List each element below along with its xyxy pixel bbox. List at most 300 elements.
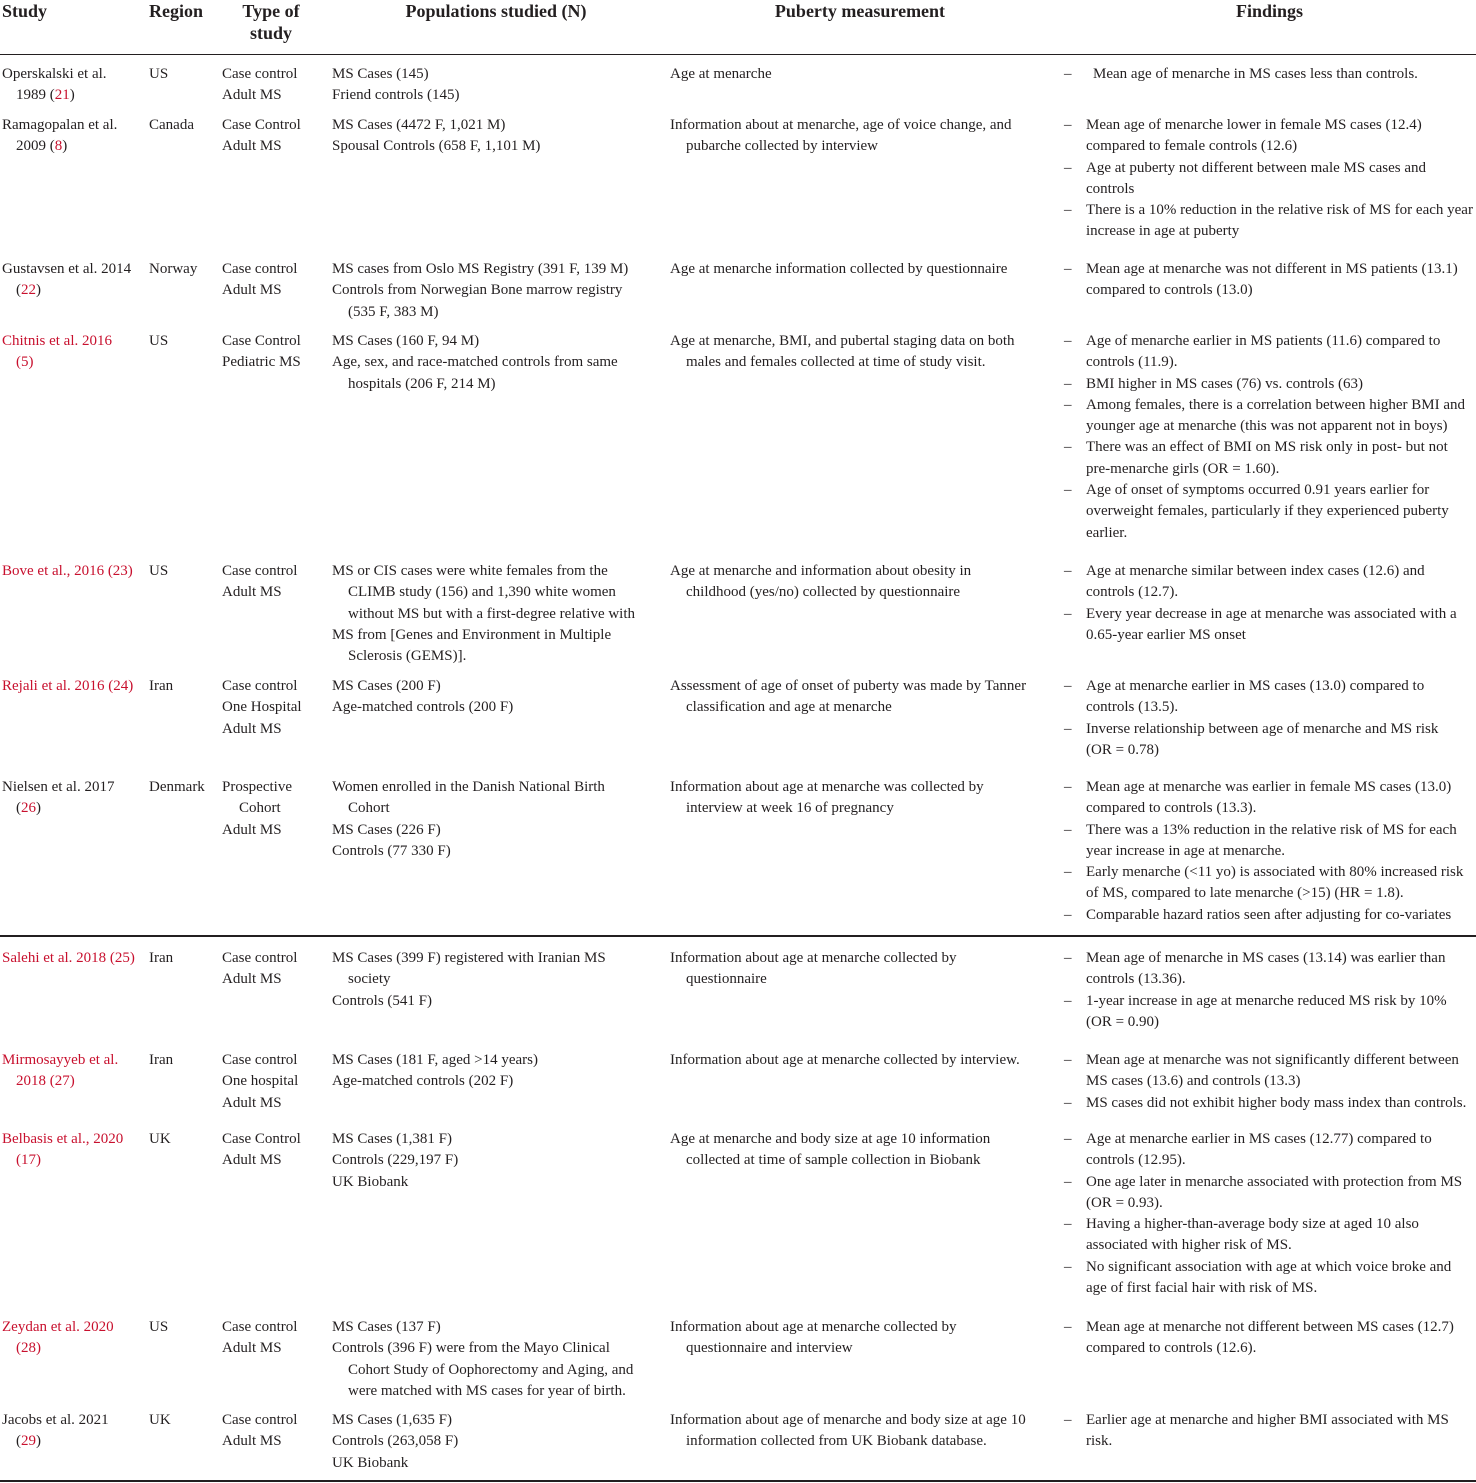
header-populations: Populations studied (N) (405, 1, 587, 21)
finding-line: Age at menarche earlier in MS cases (13.0) compared to (1086, 678, 1425, 694)
puberty-line: Age at menarche and information about obesity in (670, 563, 972, 579)
bullet-dash: – (1064, 992, 1072, 1009)
study-type-cell (222, 1317, 330, 1360)
study-name-line[interactable]: Rejali et al. 2016 (24) (2, 678, 134, 694)
region-cell: Iran (149, 950, 174, 966)
bullet-dash: – (1064, 950, 1072, 966)
finding-line: Age of menarche earlier in MS patients (11.6) compared to (1086, 333, 1441, 349)
population-line: Controls (541 F) (332, 992, 433, 1009)
study-type-line: Case control (222, 66, 298, 82)
findings-cell (1063, 1317, 1476, 1360)
study-cell[interactable] (2, 1129, 147, 1172)
study-type-cell (222, 777, 330, 841)
bullet-dash: – (1064, 159, 1072, 176)
study-type-line: Adult MS (222, 720, 282, 737)
finding-line: There was an effect of BMI on MS risk only in post- but not (1086, 439, 1448, 456)
bullet-dash: – (1064, 1319, 1072, 1335)
population-line: Sclerosis (GEMS)]. (348, 648, 467, 665)
finding-item (1063, 331, 1476, 374)
region-cell: US (149, 563, 169, 579)
population-line: MS from [Genes and Environment in Multiple (332, 626, 612, 643)
study-cell (2, 115, 147, 158)
study-type-line: Case control (222, 1412, 298, 1428)
study-name-line: 2009 (8) (16, 138, 68, 155)
citation-link[interactable]: 26 (21, 800, 36, 817)
finding-line: earlier. (1086, 524, 1128, 541)
study-type-line: Case Control (222, 333, 301, 349)
bullet-dash: – (1064, 605, 1072, 622)
region-cell: UK (149, 1412, 171, 1428)
bullet-dash: – (1064, 261, 1072, 277)
puberty-line: pubarche collected by interview (686, 138, 878, 155)
findings-cell (1063, 1050, 1476, 1114)
bullet-dash: – (1064, 482, 1072, 499)
finding-item (1063, 437, 1476, 480)
study-type-line: Case control (222, 950, 298, 966)
study-cell (2, 259, 147, 302)
study-type-cell (222, 948, 330, 991)
findings-cell (1063, 561, 1476, 646)
header-rule (0, 54, 1476, 55)
puberty-line: questionnaire (686, 971, 767, 988)
population-line: Controls (263,058 F) (332, 1433, 459, 1450)
study-type-line: Adult MS (222, 971, 282, 988)
finding-line: Age of onset of symptoms occurred 0.91 years earlier for (1086, 482, 1430, 499)
puberty-line: Information about age at menarche collected by (670, 1319, 957, 1335)
puberty-line: Age at menarche information collected by questionnaire (670, 261, 1008, 277)
region-cell: Denmark (149, 779, 205, 795)
bullet-dash: – (1064, 1173, 1072, 1190)
findings-cell (1063, 1129, 1476, 1299)
study-cell (2, 64, 147, 107)
study-name-line[interactable]: Belbasis et al., 2020 (2, 1131, 124, 1147)
populations-cell (332, 115, 667, 158)
bullet-dash: – (1064, 439, 1072, 456)
study-type-cell (222, 1410, 330, 1453)
bullet-dash: – (1064, 779, 1072, 795)
finding-line: younger age at menarche (this was not apparent not in boys) (1086, 418, 1448, 435)
study-name-line[interactable]: Salehi et al. 2018 (25) (2, 950, 135, 966)
finding-item (1063, 1172, 1476, 1215)
study-name-line: Operskalski et al. (2, 66, 107, 82)
puberty-line: Information about age at menarche was collected by (670, 779, 984, 795)
study-name-line: (22) (16, 282, 41, 299)
study-name-line[interactable]: 2018 (27) (16, 1073, 75, 1090)
region-cell: UK (149, 1131, 171, 1147)
population-line: MS Cases (4472 F, 1,021 M) (332, 117, 506, 133)
finding-line: Mean age of menarche in MS cases (13.14) was earlier than (1086, 950, 1446, 966)
population-line: MS Cases (1,635 F) (332, 1412, 453, 1428)
finding-line: controls (12.7). (1086, 584, 1179, 601)
puberty-line: questionnaire and interview (686, 1340, 853, 1357)
finding-item (1063, 561, 1476, 604)
population-line: society (348, 971, 391, 988)
finding-item (1063, 158, 1476, 201)
bullet-dash: – (1064, 117, 1072, 133)
finding-line: MS cases did not exhibit higher body mass index than controls. (1086, 1094, 1467, 1111)
study-cell[interactable] (2, 331, 147, 374)
bullet-dash: – (1064, 1094, 1072, 1111)
finding-line: 1-year increase in age at menarche reduced MS risk by 10% (1086, 992, 1447, 1009)
finding-line: Mean age at menarche was not significantly different between (1086, 1052, 1459, 1068)
puberty-measurement-cell (670, 777, 1060, 820)
findings-cell (1063, 259, 1476, 302)
finding-item (1063, 604, 1476, 647)
study-name-line: Gustavsen et al. 2014 (2, 261, 132, 277)
puberty-measurement-cell (670, 676, 1060, 719)
population-line: Women enrolled in the Danish National Birth (332, 779, 605, 795)
puberty-measurement-cell (670, 561, 1060, 604)
bullet-dash: – (1064, 66, 1072, 82)
population-line: were matched with MS cases for year of birth. (348, 1382, 626, 1399)
study-name-line[interactable]: (17) (16, 1152, 41, 1169)
population-line: Controls (396 F) were from the Mayo Clinical (332, 1340, 610, 1357)
study-type-line: Case control (222, 1319, 298, 1335)
finding-line: One age later in menarche associated with protection from MS (1086, 1173, 1463, 1190)
finding-item (1063, 991, 1476, 1034)
citation-link[interactable]: 29 (21, 1433, 36, 1450)
populations-cell (332, 676, 667, 719)
finding-line: Every year decrease in age at menarche was associated with a (1086, 605, 1457, 622)
region-cell: Iran (149, 678, 174, 694)
study-cell[interactable] (2, 676, 147, 697)
puberty-line: collected at time of sample collection in Biobank (686, 1152, 981, 1169)
finding-item (1063, 905, 1476, 926)
puberty-measurement-cell (670, 64, 1060, 85)
finding-line: Inverse relationship between age of menarche and MS risk (1086, 720, 1439, 737)
puberty-measurement-cell (670, 1129, 1060, 1172)
findings-cell (1063, 676, 1476, 761)
finding-line: associated with higher risk of MS. (1086, 1237, 1292, 1254)
bullet-dash: – (1064, 1412, 1072, 1428)
population-line: MS cases from Oslo MS Registry (391 F, 139 M) (332, 261, 629, 277)
study-type-cell (222, 64, 330, 107)
population-line: MS Cases (145) (332, 66, 429, 82)
study-type-line: Adult MS (222, 1094, 282, 1111)
bullet-dash: – (1064, 396, 1072, 413)
population-line: CLIMB study (156) and 1,390 white women (348, 584, 616, 601)
header-type-text: Type of study (242, 1, 300, 43)
study-name-line[interactable]: Mirmosayyeb et al. (2, 1052, 119, 1068)
finding-line: (OR = 0.93). (1086, 1194, 1163, 1211)
study-type-line: Case Control (222, 117, 301, 133)
finding-line: Mean age at menarche not different between MS cases (12.7) (1086, 1319, 1454, 1335)
study-type-line: Case control (222, 563, 298, 579)
finding-line: of MS, compared to late menarche (>15) (HR = 1.8). (1086, 885, 1404, 902)
region-cell: US (149, 333, 169, 349)
study-type-line: Adult MS (222, 138, 282, 155)
populations-cell (332, 1050, 667, 1093)
population-line: Spousal Controls (658 F, 1,101 M) (332, 138, 541, 155)
bullet-dash: – (1064, 906, 1072, 923)
populations-cell (332, 64, 667, 107)
puberty-line: males and females collected at time of study visit. (686, 354, 986, 371)
puberty-measurement-cell (670, 331, 1060, 374)
population-line: hospitals (206 F, 214 M) (348, 375, 496, 392)
finding-line: risk. (1086, 1433, 1113, 1450)
finding-line: Age at menarche earlier in MS cases (12.77) compared to (1086, 1131, 1432, 1147)
finding-line: pre-menarche girls (OR = 1.60). (1086, 460, 1280, 477)
population-line: Friend controls (145) (332, 87, 460, 104)
puberty-measurement-cell (670, 1317, 1060, 1360)
study-type-line: Prospective (222, 779, 292, 795)
study-type-cell (222, 561, 330, 604)
study-name-line: Ramagopalan et al. (2, 117, 118, 133)
finding-line: 0.65-year earlier MS onset (1086, 626, 1246, 643)
finding-line: controls (13.5). (1086, 699, 1179, 716)
citation-link[interactable]: 8 (54, 138, 63, 155)
header-puberty: Puberty measurement (774, 1, 946, 21)
bullet-dash: – (1064, 678, 1072, 694)
finding-item (1063, 1050, 1476, 1093)
finding-line: overweight females, particularly if they experienced puberty (1086, 503, 1449, 520)
puberty-line: Age at menarche, BMI, and pubertal staging data on both (670, 333, 1015, 349)
finding-line: BMI higher in MS cases (76) vs. controls (63) (1086, 375, 1364, 392)
finding-item (1063, 676, 1476, 719)
study-type-cell (222, 1129, 330, 1172)
population-line: Age, sex, and race-matched controls from same (332, 354, 618, 371)
puberty-measurement-cell (670, 259, 1060, 280)
population-line: Age-matched controls (200 F) (332, 699, 514, 716)
populations-cell (332, 259, 667, 323)
finding-item (1063, 1129, 1476, 1172)
study-type-line: Case control (222, 261, 298, 277)
finding-line: year increase in age at menarche. (1086, 842, 1286, 859)
population-line: UK Biobank (332, 1454, 409, 1471)
study-type-line: Adult MS (222, 1340, 282, 1357)
puberty-line: childhood (yes/no) collected by questionnaire (686, 584, 961, 601)
finding-line: increase in age at puberty (1086, 223, 1240, 240)
bullet-dash: – (1064, 202, 1072, 219)
citation-link[interactable]: 22 (21, 282, 36, 299)
study-cell[interactable] (2, 561, 147, 582)
bullet-dash: – (1064, 1052, 1072, 1068)
finding-item (1063, 374, 1476, 395)
finding-item (1063, 480, 1476, 544)
puberty-line: classification and age at menarche (686, 699, 892, 716)
findings-cell (1063, 115, 1476, 243)
finding-line: compared to controls (13.0) (1086, 282, 1253, 299)
populations-cell (332, 561, 667, 667)
puberty-line: Age at menarche (670, 66, 772, 82)
finding-line: (OR = 0.90) (1086, 1013, 1160, 1030)
finding-item (1063, 200, 1476, 243)
finding-line: Having a higher-than-average body size at aged 10 also (1086, 1216, 1419, 1233)
puberty-measurement-cell (670, 948, 1060, 991)
bullet-dash: – (1064, 1216, 1072, 1233)
region-cell: Canada (149, 117, 194, 133)
study-type-line: Adult MS (222, 1152, 282, 1169)
finding-item (1063, 820, 1476, 863)
finding-line: compared to controls (12.6). (1086, 1340, 1257, 1357)
study-type-cell (222, 676, 330, 740)
region-cell: US (149, 66, 169, 82)
finding-line: Mean age at menarche was not different in MS patients (13.1) (1086, 261, 1458, 277)
puberty-line: interview at week 16 of pregnancy (686, 800, 894, 817)
bottom-rule (0, 1480, 1476, 1482)
study-type-line: Cohort (239, 800, 281, 817)
finding-line: controls (12.95). (1086, 1152, 1186, 1169)
study-type-cell (222, 259, 330, 302)
finding-item (1063, 777, 1476, 820)
study-type-line: One Hospital (222, 699, 302, 716)
populations-cell (332, 1317, 667, 1402)
population-line: Cohort (348, 800, 390, 817)
study-type-line: Adult MS (222, 87, 282, 104)
finding-line: Age at menarche similar between index cases (12.6) and (1086, 563, 1425, 579)
study-name-line: Jacobs et al. 2021 (2, 1412, 109, 1428)
finding-line: Among females, there is a correlation between higher BMI and (1086, 396, 1466, 413)
study-type-line: Pediatric MS (222, 354, 301, 371)
population-line: MS Cases (226 F) (332, 821, 441, 838)
study-type-line: Adult MS (222, 584, 282, 601)
study-type-line: Case control (222, 678, 298, 694)
finding-line: compared to controls (13.3). (1086, 800, 1257, 817)
puberty-measurement-cell (670, 1410, 1060, 1453)
finding-line: MS cases (13.6) and controls (13.3) (1086, 1073, 1301, 1090)
finding-item (1063, 64, 1476, 85)
study-cell (2, 1410, 147, 1453)
finding-item (1063, 1093, 1476, 1114)
study-name-line: Nielsen et al. 2017 (2, 779, 115, 795)
finding-item (1063, 395, 1476, 438)
finding-line: There was a 13% reduction in the relative risk of MS for each (1086, 821, 1457, 838)
study-name-line[interactable]: Zeydan et al. 2020 (2, 1319, 114, 1335)
findings-cell (1063, 331, 1476, 544)
bullet-dash: – (1064, 821, 1072, 838)
study-type-cell (222, 115, 330, 158)
population-line: MS Cases (181 F, aged >14 years) (332, 1052, 538, 1068)
findings-cell (1063, 64, 1476, 85)
population-line: Controls (229,197 F) (332, 1152, 459, 1169)
bullet-dash: – (1064, 720, 1072, 737)
finding-line: (OR = 0.78) (1086, 741, 1160, 758)
populations-cell (332, 777, 667, 862)
study-cell[interactable] (2, 1050, 147, 1093)
study-type-line: One hospital (222, 1073, 299, 1090)
study-cell[interactable] (2, 1317, 147, 1360)
study-cell[interactable] (2, 948, 147, 969)
bullet-dash: – (1064, 333, 1072, 349)
population-line: MS Cases (160 F, 94 M) (332, 333, 480, 349)
study-type-line: Case control (222, 1052, 298, 1068)
findings-cell (1063, 777, 1476, 926)
populations-cell (332, 1129, 667, 1193)
population-line: Age-matched controls (202 F) (332, 1073, 514, 1090)
finding-line: controls (13.36). (1086, 971, 1186, 988)
finding-item (1063, 1257, 1476, 1300)
population-line: Controls from Norwegian Bone marrow registry (332, 282, 623, 299)
population-line: MS Cases (399 F) registered with Iranian MS (332, 950, 606, 966)
population-line: without MS but with a first-degree relative with (348, 605, 636, 622)
puberty-line: Information about age at menarche collected by interview. (670, 1052, 1020, 1068)
region-cell: Norway (149, 261, 198, 277)
study-name-line: (29) (16, 1433, 41, 1450)
region-cell: US (149, 1319, 169, 1335)
finding-item (1063, 259, 1476, 302)
puberty-line: Age at menarche and body size at age 10 information (670, 1131, 991, 1147)
population-line: MS or CIS cases were white females from the (332, 563, 608, 579)
finding-item (1063, 719, 1476, 762)
puberty-line: Assessment of age of onset of puberty was made by Tanner (670, 678, 1027, 694)
study-name-line[interactable]: (28) (16, 1340, 41, 1357)
finding-line: Mean age at menarche was earlier in female MS cases (13.0) (1086, 779, 1452, 795)
puberty-line: Information about age of menarche and body size at age 10 (670, 1412, 1026, 1428)
finding-item (1063, 1214, 1476, 1257)
study-type-line: Adult MS (222, 1433, 282, 1450)
population-line: Controls (77 330 F) (332, 842, 451, 859)
finding-line: Mean age of menarche in MS cases less than controls. (1093, 66, 1418, 82)
puberty-line: Information about at menarche, age of voice change, and (670, 117, 1012, 133)
population-line: MS Cases (137 F) (332, 1319, 441, 1335)
study-type-cell (222, 331, 330, 374)
study-name-line: 1989 (21) (16, 87, 75, 104)
population-line: Cohort Study of Oophorectomy and Aging, and (348, 1361, 634, 1378)
header-study: Study (2, 1, 48, 21)
finding-line: Mean age of menarche lower in female MS cases (12.4) (1086, 117, 1422, 133)
header-type (222, 0, 320, 44)
finding-line: Comparable hazard ratios seen after adjusting for co-variates (1086, 906, 1452, 923)
bullet-dash: – (1064, 1131, 1072, 1147)
finding-item (1063, 115, 1476, 158)
findings-cell (1063, 948, 1476, 1033)
study-name-line[interactable]: Chitnis et al. 2016 (2, 333, 112, 349)
study-type-line: Adult MS (222, 821, 282, 838)
study-name-line: (26) (16, 800, 41, 817)
study-type-cell (222, 1050, 330, 1114)
puberty-line: Information about age at menarche collected by (670, 950, 957, 966)
population-line: MS Cases (200 F) (332, 678, 441, 694)
populations-cell (332, 1410, 667, 1474)
finding-line: age of first facial hair with risk of MS. (1086, 1280, 1318, 1297)
region-cell: Iran (149, 1052, 174, 1068)
population-line: MS Cases (1,381 F) (332, 1131, 453, 1147)
populations-cell (332, 331, 667, 395)
puberty-line: information collected from UK Biobank database. (686, 1433, 987, 1450)
bullet-dash: – (1064, 563, 1072, 579)
finding-line: Age at puberty not different between male MS cases and (1086, 159, 1427, 176)
bullet-dash: – (1064, 375, 1072, 392)
findings-cell (1063, 1410, 1476, 1453)
mid-rule (0, 935, 1476, 937)
header-findings: Findings (1235, 1, 1304, 21)
populations-cell (332, 948, 667, 1012)
study-type-line: Adult MS (222, 282, 282, 299)
puberty-measurement-cell (670, 1050, 1060, 1071)
study-type-line: Case Control (222, 1131, 301, 1147)
header-region: Region (149, 1, 203, 21)
finding-item (1063, 1317, 1476, 1360)
finding-item (1063, 1410, 1476, 1453)
citation-link[interactable]: 21 (54, 87, 70, 104)
puberty-measurement-cell (670, 115, 1060, 158)
bullet-dash: – (1064, 864, 1072, 881)
finding-item (1063, 948, 1476, 991)
finding-line: controls (11.9). (1086, 354, 1178, 371)
bullet-dash: – (1064, 1258, 1072, 1275)
finding-line: There is a 10% reduction in the relative risk of MS for each year (1086, 202, 1473, 219)
finding-line: Early menarche (<11 yo) is associated with 80% increased risk (1086, 864, 1464, 881)
finding-item (1063, 862, 1476, 905)
study-name-line[interactable]: Bove et al., 2016 (23) (2, 563, 133, 579)
finding-line: compared to female controls (12.6) (1086, 138, 1298, 155)
population-line: (535 F, 383 M) (348, 303, 439, 320)
finding-line: No significant association with age at which voice broke and (1086, 1258, 1452, 1275)
population-line: UK Biobank (332, 1173, 409, 1190)
study-cell (2, 777, 147, 820)
study-name-line[interactable]: (5) (16, 354, 34, 371)
finding-line: Earlier age at menarche and higher BMI associated with MS (1086, 1412, 1449, 1428)
